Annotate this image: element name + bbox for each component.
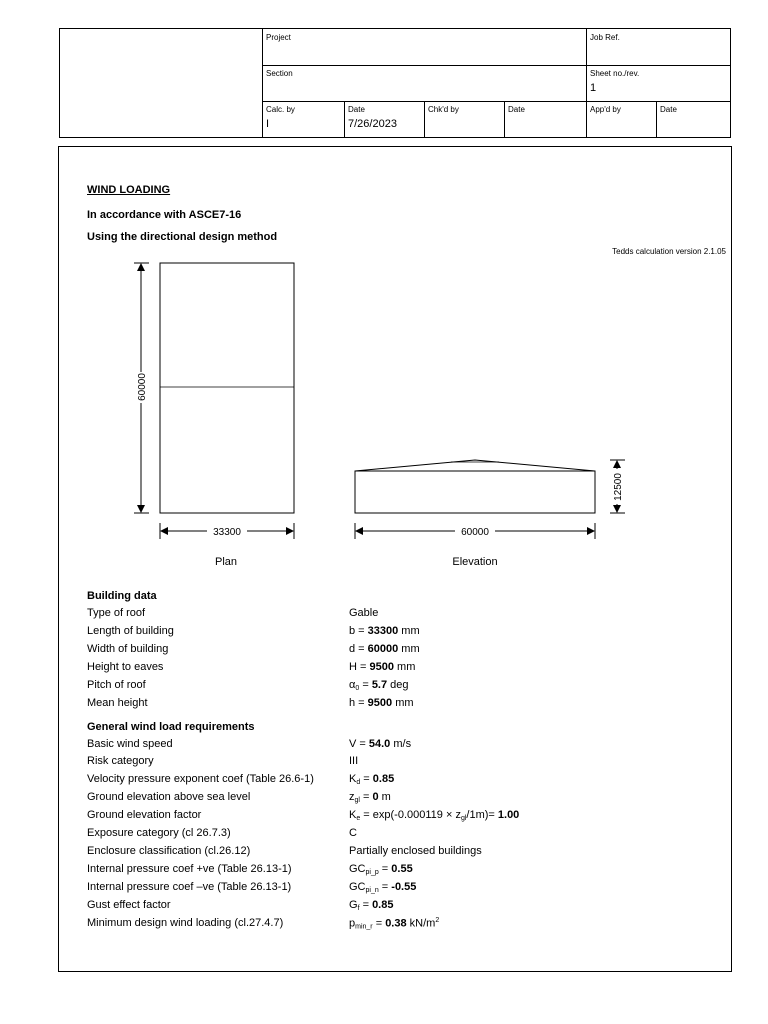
length-label: Length of building: [87, 625, 174, 637]
sheet-label: Sheet no./rev.: [590, 69, 640, 78]
gust-label: Gust effect factor: [87, 899, 171, 911]
sheet-value: 1: [590, 82, 597, 94]
roof-type-row: [87, 607, 707, 623]
wind-speed-value: V = 54.0 m/s: [349, 738, 412, 750]
eaves-value: H = 9500 mm: [349, 661, 416, 673]
enclosure-label: Enclosure classification (cl.26.12): [87, 845, 251, 857]
pitch-row: [87, 679, 707, 695]
kd-label: Velocity pressure exponent coef (Table 26.6-1): [87, 773, 314, 785]
calc-by-value: I: [266, 118, 270, 130]
sheet-cell: [586, 65, 730, 101]
enclosure-value: Partially enclosed buildings: [349, 845, 482, 857]
elevation-outline: [355, 471, 595, 513]
building-data-heading: Building data: [87, 590, 157, 602]
plan-length-label: 60000: [137, 373, 148, 401]
risk-row: [87, 755, 707, 771]
pitch-label: Pitch of roof: [87, 679, 146, 691]
doc-title: WIND LOADING: [87, 184, 171, 196]
mean-height-value: h = 9500 mm: [349, 697, 414, 709]
exposure-value: C: [349, 827, 357, 839]
plan-width-label: 33300: [213, 527, 241, 538]
eaves-label: Height to eaves: [87, 661, 164, 673]
mean-height-label: Mean height: [87, 697, 148, 709]
calculation-sheet: [58, 146, 732, 972]
length-row: [87, 625, 707, 641]
building-diagram: [59, 147, 731, 587]
risk-label: Risk category: [87, 755, 154, 767]
version-note: Tedds calculation version 2.1.05: [612, 247, 726, 256]
date3-cell: [656, 101, 730, 137]
width-label: Width of building: [87, 643, 169, 655]
wind-requirements-heading: General wind load requirements: [87, 721, 255, 733]
roof-type-value: Gable: [349, 607, 379, 619]
gcpip-value: $GC_{pi\_p} = 0.55$: [349, 863, 413, 876]
wind-speed-row: [87, 738, 707, 754]
doc-subtitle-method: Using the directional design method: [87, 231, 278, 243]
kd-row: [87, 773, 707, 789]
appd-by-label: App'd by: [590, 105, 621, 114]
plan-outline: [160, 263, 294, 513]
chkd-by-label: Chk'd by: [428, 105, 459, 114]
date2-label: Date: [508, 105, 525, 114]
project-cell: [262, 29, 586, 65]
zgl-row: [87, 791, 707, 807]
enclosure-row: [87, 845, 707, 861]
elevation-caption: Elevation: [452, 556, 498, 568]
gcpin-row: [87, 881, 707, 897]
date-label: Date: [348, 105, 365, 114]
plan-caption: Plan: [214, 556, 238, 568]
zgl-value: $z_{gl} = 0$ m: [349, 791, 391, 804]
job-ref-label: Job Ref.: [590, 33, 620, 42]
section-label: Section: [266, 69, 293, 78]
kd-value: $K_d = 0.85$: [349, 773, 395, 786]
roof-type-label: Type of roof: [87, 607, 146, 619]
gcpin-label: Internal pressure coef –ve (Table 26.13-1): [87, 881, 292, 893]
elevation-height-label: 12500: [613, 473, 624, 501]
zgl-label: Ground elevation above sea level: [87, 791, 251, 803]
pmin-label: Minimum design wind loading (cl.27.4.7): [87, 917, 284, 929]
ke-value: $K_e = \exp(-0.000119 \times z_{gl}/1m)= 1.00$: [349, 809, 520, 822]
job-ref-cell: [586, 29, 730, 65]
wind-speed-label: Basic wind speed: [87, 738, 173, 750]
doc-subtitle-standard: In accordance with ASCE7-16: [87, 209, 242, 221]
section-cell: [262, 65, 586, 101]
gcpin-value: $GC_{pi\_n} = -0.55$: [349, 881, 417, 894]
calc-by-label: Calc. by: [266, 105, 295, 114]
chkd-by-cell: [424, 101, 504, 137]
eaves-row: [87, 661, 707, 677]
calc-by-cell: [262, 101, 344, 137]
gcpip-row: [87, 863, 707, 879]
pmin-row: [87, 917, 707, 933]
pmin-value: $p_{min\_r} = 0.38$ $kN/m^2$: [349, 917, 440, 931]
pitch-value: $\alpha_0 = 5.7$ deg: [349, 679, 409, 692]
width-value: d = 60000 mm: [349, 643, 420, 655]
mean-height-row: [87, 697, 707, 713]
date3-label: Date: [660, 105, 677, 114]
gust-value: $G_f = 0.85$: [349, 899, 394, 912]
elevation-width-label: 60000: [461, 527, 489, 538]
project-label: Project: [266, 33, 291, 42]
risk-value: III: [349, 755, 359, 767]
date-value: 7/26/2023: [348, 118, 397, 130]
width-row: [87, 643, 707, 659]
gust-row: [87, 899, 707, 915]
gcpip-label: Internal pressure coef +ve (Table 26.13-1): [87, 863, 292, 875]
ke-row: [87, 809, 707, 825]
date-cell: [344, 101, 424, 137]
header-table: [59, 28, 731, 138]
exposure-row: [87, 827, 707, 843]
ke-label: Ground elevation factor: [87, 809, 202, 821]
exposure-label: Exposure category (cl 26.7.3): [87, 827, 231, 839]
appd-by-cell: [586, 101, 656, 137]
length-value: b = 33300 mm: [349, 625, 420, 637]
date2-cell: [504, 101, 586, 137]
